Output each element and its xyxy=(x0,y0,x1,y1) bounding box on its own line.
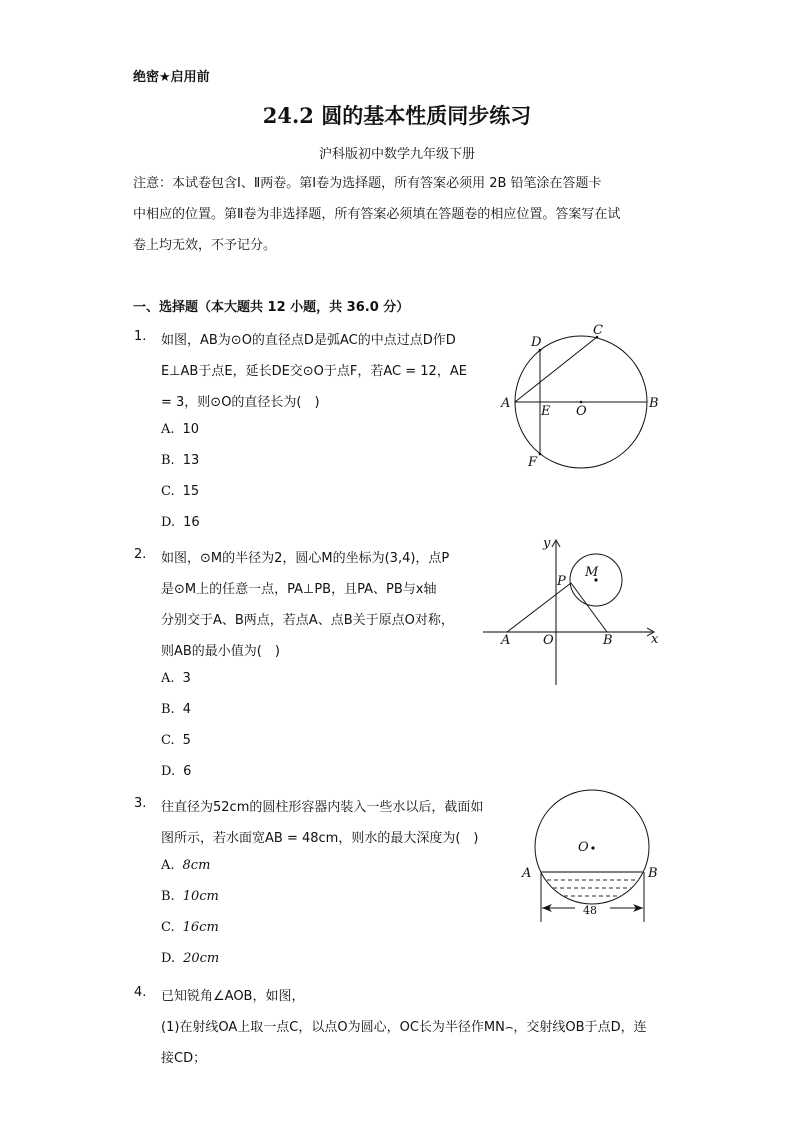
notice-line: 注意：本试卷包含Ⅰ、Ⅱ两卷。第Ⅰ卷为选择题，所有答案必须用 2B 铅笔涂在答题卡 xyxy=(133,176,602,191)
option-letter: B. xyxy=(161,702,175,717)
notice-line: 中相应的位置。第Ⅱ卷为非选择题，所有答案必须填在答题卷的相应位置。答案写在试 xyxy=(133,207,621,222)
svg-text:A: A xyxy=(522,866,532,881)
option-letter: B. xyxy=(161,889,175,904)
option-value: 6 xyxy=(183,764,192,779)
option-value: 15 xyxy=(182,484,200,499)
option-value: 4 xyxy=(182,702,191,717)
svg-text:O: O xyxy=(543,633,554,648)
option-value: 10 xyxy=(182,422,200,437)
option-letter: A. xyxy=(161,671,175,686)
notice-line: 卷上均无效，不予记分。 xyxy=(133,238,277,253)
question-text-line: 则AB的最小值为( ) xyxy=(161,644,280,659)
option-letter: D. xyxy=(161,951,176,966)
question-number: 1. xyxy=(134,329,147,344)
question-text-line: 往直径为52cm的圆柱形容器内装入一些水以后，截面如 xyxy=(161,800,484,815)
svg-text:x: x xyxy=(651,632,659,647)
option-letter: A. xyxy=(161,422,175,437)
question-text-line: 如图，AB为⊙O的直径点D是弧AC的中点过点D作D xyxy=(161,333,456,348)
svg-text:O: O xyxy=(578,840,589,855)
svg-text:F: F xyxy=(528,455,538,470)
page-subtitle: 沪科版初中数学九年级下册 xyxy=(318,147,475,162)
option-value: 8cm xyxy=(182,858,211,873)
svg-text:A: A xyxy=(501,396,511,411)
option-value: 3 xyxy=(182,671,191,686)
svg-text:B: B xyxy=(603,633,613,648)
svg-text:C: C xyxy=(593,323,603,338)
svg-text:48: 48 xyxy=(583,904,597,917)
question-text-line: = 3，则⊙O的直径长为( ) xyxy=(161,395,320,410)
section-title: 一、选择题（本大题共 12 小题，共 36.0 分） xyxy=(133,300,410,315)
option-value: 5 xyxy=(182,733,191,748)
svg-text:O: O xyxy=(576,404,587,419)
option-value: 16cm xyxy=(182,920,219,935)
svg-text:y: y xyxy=(543,536,551,551)
page-title: 24.2 圆的基本性质同步练习 xyxy=(262,103,532,128)
question-number: 4. xyxy=(134,985,147,1000)
question-text-line: 已知锐角∠AOB，如图， xyxy=(161,989,305,1004)
svg-text:M: M xyxy=(585,565,599,580)
svg-text:A: A xyxy=(501,633,511,648)
svg-text:P: P xyxy=(557,574,566,589)
svg-text:B: B xyxy=(649,396,659,411)
confidential-label: 绝密★启用前 xyxy=(133,70,210,85)
option-value: 20cm xyxy=(183,951,220,966)
option-letter: B. xyxy=(161,453,175,468)
option-letter: C. xyxy=(161,484,175,499)
svg-text:B: B xyxy=(648,866,658,881)
option-value: 13 xyxy=(182,453,200,468)
option-letter: D. xyxy=(161,515,176,530)
question-number: 2. xyxy=(134,547,147,562)
option-letter: D. xyxy=(161,764,176,779)
option-letter: C. xyxy=(161,733,175,748)
option-letter: A. xyxy=(161,858,175,873)
question-text-line: 如图，⊙M的半径为2，圆心M的坐标为(3,4)，点P xyxy=(161,551,450,566)
option-value: 10cm xyxy=(182,889,219,904)
question-number: 3. xyxy=(134,796,147,811)
question-text-line: 是⊙M上的任意一点，PA⊥PB，且PA、PB与x轴 xyxy=(161,582,437,597)
question-text-line: 分别交于A、B两点，若点A、点B关于原点O对称， xyxy=(161,613,454,628)
question-text-line: E⊥AB于点E，延长DE交⊙O于点F，若AC = 12，AE xyxy=(161,364,467,379)
question-text-line: 接CD； xyxy=(161,1051,207,1066)
question-text-line: (1)在射线OA上取一点C，以点O为圆心，OC长为半径作MN⌢，交射线OB于点D，连 xyxy=(161,1020,647,1035)
option-letter: C. xyxy=(161,920,175,935)
question-text-line: 图所示，若水面宽AB = 48cm，则水的最大深度为( ) xyxy=(161,831,479,846)
option-value: 16 xyxy=(183,515,200,530)
svg-text:E: E xyxy=(541,404,551,419)
svg-text:D: D xyxy=(531,335,542,350)
